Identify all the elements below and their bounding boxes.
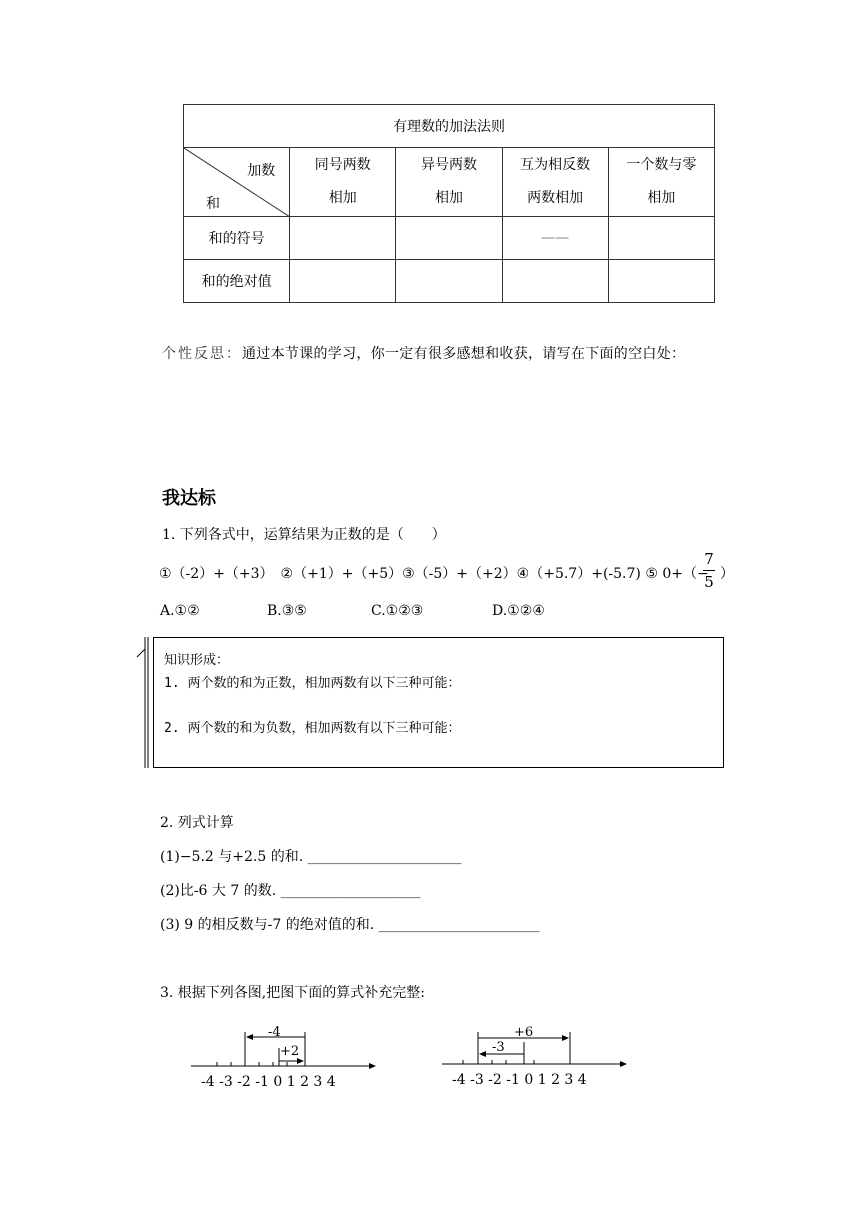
header-line: 两数相加 xyxy=(527,190,584,206)
reflection-text: 通过本节课的学习，你一定有很多感想和收获，请写在下面的空白处： xyxy=(242,346,686,362)
knowledge-title: 知识形成： xyxy=(164,653,230,668)
q1-option-b[interactable]: B.③⑤ xyxy=(267,603,307,619)
section-title: 我达标 xyxy=(162,488,216,509)
answer-cell[interactable] xyxy=(290,260,396,303)
table-corner-cell xyxy=(184,148,290,217)
corner-label-addend: 加数 xyxy=(247,163,276,179)
q1-option-d[interactable]: D.①②④ xyxy=(492,603,545,619)
table-header-cell xyxy=(608,148,714,217)
answer-cell[interactable] xyxy=(290,217,396,260)
answer-cell[interactable] xyxy=(608,260,714,303)
q2-stem: 2. 列式计算 xyxy=(160,815,234,831)
q2-item-3: (3) 9 的相反数与-7 的绝对值的和. _______________________ xyxy=(160,917,540,933)
reflection-label: 个性反思： xyxy=(162,346,242,362)
addition-rules-table xyxy=(183,104,715,303)
knowledge-line-1: 1. 两个数的和为正数，相加两数有以下三种可能： xyxy=(164,676,461,691)
row-label: 和的绝对值 xyxy=(184,260,290,303)
answer-cell[interactable] xyxy=(608,217,714,260)
header-line: 互为相反数 xyxy=(520,157,591,173)
header-line: 一个数与零 xyxy=(626,157,697,173)
q1-close-paren: ） xyxy=(720,566,734,582)
diagram2-tick-labels: -4 -3 -2 -1 0 1 2 3 4 xyxy=(452,1072,587,1088)
knowledge-box xyxy=(153,637,724,768)
diagram2-label-a: +6 xyxy=(514,1025,534,1040)
q2-item-2: (2)比-6 大 7 的数. ____________________ xyxy=(160,883,421,899)
diagram2-label-b: -3 xyxy=(492,1040,505,1055)
answer-cell[interactable] xyxy=(396,260,502,303)
fraction-seven-fifths xyxy=(703,550,715,591)
answer-cell[interactable] xyxy=(502,260,608,303)
answer-cell: —— xyxy=(502,217,608,260)
row-label: 和的符号 xyxy=(184,217,290,260)
knowledge-line-2: 2. 两个数的和为负数，相加两数有以下三种可能： xyxy=(164,721,461,736)
diagram1-label-a: -4 xyxy=(268,1025,281,1040)
fraction-bar xyxy=(703,570,715,571)
table-row xyxy=(184,260,715,303)
header-line: 相加 xyxy=(328,190,357,206)
q2-item-1: (1)−5.2 与+2.5 的和. ______________________ xyxy=(160,849,462,865)
q1-option-c[interactable]: C.①②③ xyxy=(371,603,424,619)
table-header-cell xyxy=(396,148,502,217)
corner-label-sum: 和 xyxy=(206,196,220,212)
corner-diagonal-line xyxy=(184,148,290,217)
number-line-diagram-2 xyxy=(436,1022,636,1072)
header-line: 相加 xyxy=(647,190,676,206)
answer-cell[interactable] xyxy=(396,217,502,260)
fraction-numerator: 7 xyxy=(704,550,714,568)
header-line: 同号两数 xyxy=(314,157,371,173)
header-line: 相加 xyxy=(434,190,463,206)
diagram1-label-b: +2 xyxy=(280,1044,300,1059)
reflection-line xyxy=(162,343,685,363)
q3-stem: 3. 根据下列各图,把图下面的算式补充完整: xyxy=(160,985,425,1001)
q1-stem: 1. 下列各式中，运算结果为正数的是（ ） xyxy=(162,527,446,543)
table-title: 有理数的加法法则 xyxy=(184,105,715,148)
table-header-cell xyxy=(502,148,608,217)
box-side-marks xyxy=(134,637,154,769)
table-header-cell xyxy=(290,148,396,217)
fraction-denominator: 5 xyxy=(704,573,714,591)
header-line: 异号两数 xyxy=(420,157,477,173)
table-row xyxy=(184,217,715,260)
diagram1-tick-labels: -4 -3 -2 -1 0 1 2 3 4 xyxy=(201,1074,336,1090)
q1-option-a[interactable]: A.①② xyxy=(160,603,200,619)
q1-items: ①（-2）+（+3） ②（+1）+（+5）③（-5）+（+2）④（+5.7）+(-5.7) ⑤ 0+（− xyxy=(159,566,709,582)
